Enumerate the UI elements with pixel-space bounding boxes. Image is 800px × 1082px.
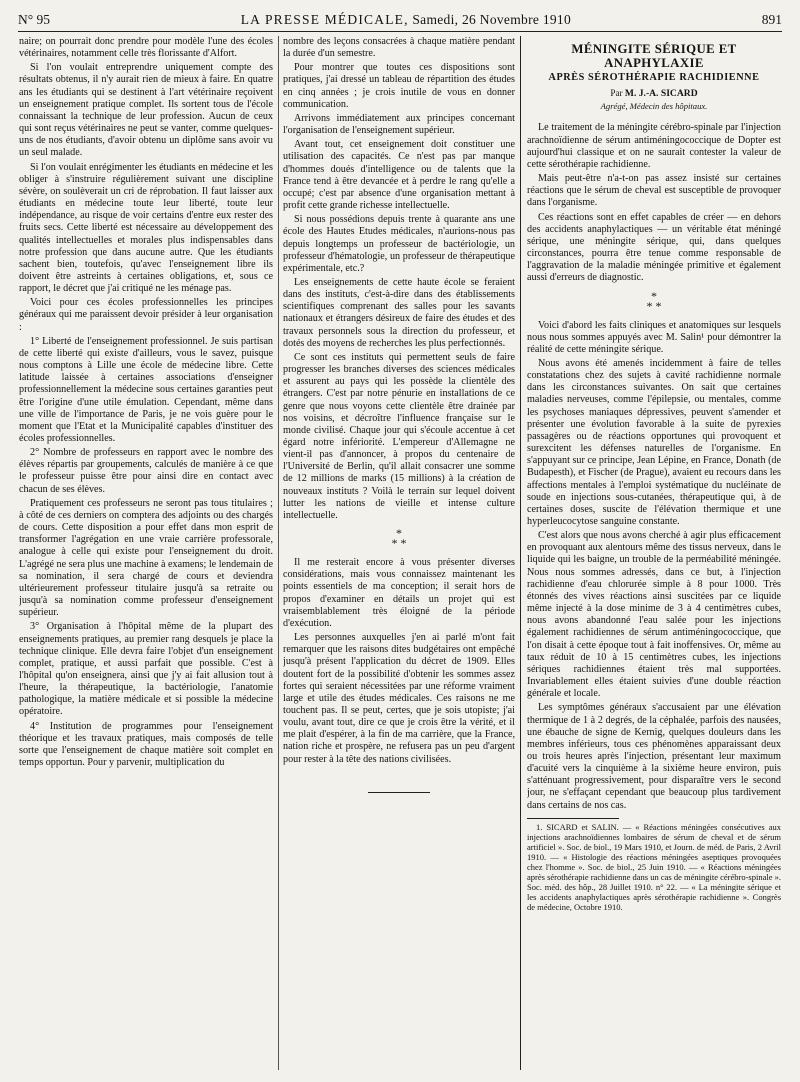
paragraph: Si l'on voulait entreprendre uniquement compte des résultats obtenus, il n'y aurait rien de mieux à faire. En quatre ans les étudiants qui se destinent à l'art vétérinaire reçoivent un enseignement pratique complet. Ils sortent tous de l'école connaissant la technique de leur profession. Aucun de ceux qui sont reçus vétérinaires ne peut se vanter, comme quelques-uns de nos étudiants, d'avoir obtenu un diplôme sans avoir vu un seul malade. xyxy=(19,62,273,159)
paragraph: Avant tout, cet enseignement doit constituer une utilisation des capacités. Ce n'est pas par manque d'hommes doués d'intelligence ou de talents que la France tend à être devancée et à perdre le rang qu'elle a occupé; c'est par absence d'une organisation mettant à profit cette grande richesse intellectuelle. xyxy=(283,139,515,212)
column-right xyxy=(527,36,781,1074)
paragraph: naire; on pourrait donc prendre pour modèle l'une des écoles vétérinaires, notamment celle très florissante d'Alfort. xyxy=(19,36,273,60)
issue-number: N° 95 xyxy=(18,12,51,27)
footnote-rule xyxy=(527,818,619,819)
asterism-ornament: * * * xyxy=(646,288,662,313)
paragraph: Mais peut-être n'a-t-on pas assez insisté sur certaines réactions que le sérum de cheval est susceptible de provoquer dans l'organisme. xyxy=(527,173,781,209)
article-title: MÉNINGITE SÉRIQUE ET ANAPHYLAXIE xyxy=(571,42,737,70)
paragraph: Les symptômes généraux s'accusaient par une élévation thermique de 1 à 2 degrés, de la céphalée, parfois des nausées, une ébauche de signe de Kernig, quelques douleurs dans les membres inférieurs, tous ces phénomènes apparaissant deux ou trois heures après l'injection, présentant leur maximum d'acuité vers la cinquième à la sixième heure environ, puis s'atténuant progressivement, pour disparaître vers le second jour, ne s'effaçant cependant que beaucoup plus tardivement dans certains de nos cas. xyxy=(527,702,781,811)
paragraph: Pratiquement ces professeurs ne seront pas tous titulaires ; à côté de ces derniers on comptera des adjoints ou des chargés de cours. Cette disposition a pour effet dans mon esprit de transformer l'agrégation en une vraie carrière professorale, analogue à celle qui existe pour l'enseignement du droit. L'agrégé ne sera plus une machine à examens; le lendemain de sa nomination, il sera chargé de cours et deviendra ultérieurement professeur titulaire jusqu'à sa retraite ou jusqu'à sa nomination comme professeur d'enseignement supérieur. xyxy=(19,497,273,619)
paragraph: Ce sont ces instituts qui permettent seuls de faire progresser les branches diverses des sciences médicales et assurent au pays qui les possède la clientèle des étrangers. C'est par notre pénurie en installations de ce genre que nous voyons cette clientèle être drainée par nos voisins, et décroître l'influence française sur le monde civilisé. Chaque jour qui s'écoule accentue à cet égard notre infériorité. L'empereur d'Allemagne ne vient-il pas d'annoncer, à propos du centenaire de l'Université de Berlin, qu'il allait consacrer une somme de 12 millions de marks (15 millions) à la création de nouveaux instituts ? Voilà le terrain sur lequel doivent lutter les nations de vieille et intense culture intellectuelle. xyxy=(283,351,515,521)
paragraph: 1° Liberté de l'enseignement professionnel. Je suis partisan de cette liberté qui existe d'ailleurs, vous le savez, puisque nous comptons à Lille une école de médecine libre. Cette latitude laissée à certaines associations d'enseigner professionnellement la médecine sous certaines garanties peut être l'origine d'une utile émulation. Cependant, même dans une ville de l'importance de Paris, je ne vois guère pour le moment que l'Etat et la Municipalité capables d'instituer des écoles professionnelles. xyxy=(19,335,273,444)
column-middle xyxy=(283,36,515,1074)
paragraph: Nous avons été amenés incidemment à faire de telles constatations chez des sujets à cavité rachidienne normale dans les circonstances suivantes. On sait que certaines maladies nerveuses, comme l'épilepsie, ou mentales, comme les psychoses maniaques dépressives, peuvent s'amender et présenter une évolution favorable à la suite de pyrexies passagères ou de réactions opportunes qui provoquent et surexcitent les défenses naturelles de l'organisme. En s'appuyant sur ce principe, Jean Lépine, en France, Donath (de Budapesth), et Fischer (de Prague), avaient eu recours dans les affections mentales à l'emploi systématique du nucléinate de soude en injections sous-cutanées, thérapeutique qui, à de certaines doses, suscite de l'élévation thermique et une hyperleucocytose sanguine constante. xyxy=(527,357,781,527)
paragraph: Si l'on voulait enrégimenter les étudiants en médecine et les obliger à s'instruire régulièrement suivant une discipline sévère, on soulèverait un cri de réprobation. Il faut laisser aux étudiants en médecine toute leur liberté, toute leur indépendance, au risque de voir certains d'entre eux rester des fruits secs. Cette liberté est nécessaire au développement des qualités intellectuelles et morales plus indispensables dans notre profession que dans aucune autre. Que les étudiants sachent bien, toutefois, qu'avec l'enseignement libre ils doivent être astreints à certaines obligations, et, sous ce rapport, le décret que j'ai critiqué ne les ménage pas. xyxy=(19,161,273,295)
author-name: M. J.-A. SICARD xyxy=(624,88,698,100)
page-number: 891 xyxy=(761,12,782,27)
paragraph: 4° Institution de programmes pour l'enseignement théorique et les travaux pratiques, mais composés de telle sorte que l'enseignement de chaque matière soit complet en temps opportun. Pour y parvenir, multiplication du xyxy=(19,720,273,769)
paragraph: Arrivons immédiatement aux principes concernant l'organisation de l'enseignement supérieur. xyxy=(283,112,515,137)
column-divider xyxy=(520,36,521,1070)
article-author xyxy=(527,87,781,100)
paragraph: 3° Organisation à l'hôpital même de la plupart des enseignements pratiques, au premier rang desquels je place la technique clinique. Elle devra faire l'objet d'un enseignement complet, pratique, et aussi parfait que possible. C'est à l'hôpital qu'on enseignera, ainsi que j'y ai fait allusion tout à l'heure, la thérapeutique, la bactériologie, l'anatomie pathologique, la matière médicale et si possible la médecine opératoire. xyxy=(19,621,273,718)
paragraph: Voici d'abord les faits cliniques et anatomiques sur lesquels nous nous sommes appuyés avec M. Salin¹ pour démontrer la réalité de cette méningite sérique. xyxy=(527,319,781,355)
paragraph: Ces réactions sont en effet capables de créer — en dehors des accidents anaphylactiques — un véritable état méningé sérique, une méningite sérique, qui, dans quelques circonstances, pourra être tenue comme responsable de l'aggravation de la maladie méningée primitive et également aussi d'erreurs de diagnostic. xyxy=(527,211,781,284)
journal-name: LA PRESSE MÉDICALE, xyxy=(240,12,409,27)
paragraph: Si nous possédions depuis trente à quarante ans une école des Hautes Etudes médicales, n'aurions-nous pas depuis longtemps un professeur de bactériologie, un professeur d'hématologie, un professeur de thérapeutique expérimentale, etc.? xyxy=(283,214,515,274)
issue-date: Samedi, 26 Novembre 1910 xyxy=(412,12,572,27)
paragraph: nombre des leçons consacrées à chaque matière pendant la durée d'un semestre. xyxy=(283,36,515,60)
column-left xyxy=(19,36,273,1074)
paragraph: Les personnes auxquelles j'en ai parlé m'ont fait remarquer que les raisons dites budgétaires ont empêché jusqu'à présent l'application du décret de 1909. Elles doutent fort de la possibilité d'obtenir les sommes assez fortes qui seraient nécessitées par une réforme vraiment large et utile des études médicales. Ces raisons ne me touchent pas. Il se peut, certes, que je sois utopiste; j'ai voulu, avant tout, dire ce que je crois être la vérité, et il me plait d'espérer, à la fin de ma carrière, que la France, nation riche et prospère, ne refusera pas un peu d'argent pour rester à la tête des nations civilisées. xyxy=(283,632,515,765)
paragraph: Pour montrer que toutes ces dispositions sont pratiques, j'ai dressé un tableau de répartition des études en cinq années ; je crois inutile de vous en donner communication. xyxy=(283,62,515,110)
column-divider xyxy=(278,36,279,1070)
running-title xyxy=(50,12,762,28)
author-prefix: Par xyxy=(610,88,623,99)
paragraph: Les enseignements de cette haute école se feraient dans des instituts, c'est-à-dire dans des établissements scientifiques comprenant des salles pour les savants nationaux et étrangers désireux de faire des études et des travaux personnels sous la direction du professeur, et dotés des moyens de recherches les plus perfectionnés. xyxy=(283,276,515,349)
asterism-ornament: * * * xyxy=(391,526,407,551)
paragraph: C'est alors que nous avons cherché à agir plus efficacement en provoquant aux alentours même des tissus nerveux, dans le liquide qui les baigne, un trouble de la perméabilité méningée. Nous nous sommes adressés, dans ce but, à l'injection rachidienne d'eau chlorurée simple à 8 pour 1000. Très étonnés des vives réactions ainsi suscitées par ce liquide même injecté à la dose minime de 3 à 4 centimètres cubes, nous avons abandonné l'eau salée pour les injections également rachidiennes de sérum antiméningococcique, que l'on disait à cette époque tout à fait inoffensives. Or, même au taux réduit de 10 à 15 centimètres cubes, les injections sériques rachidiennes étaient très mal supportées. Invariablement elles étaient suivies d'une double réaction générale et locale. xyxy=(527,530,781,700)
author-role: Agrégé, Médecin des hôpitaux. xyxy=(600,101,708,112)
footnote: 1. SICARD et SALIN. — « Réactions méningées consécutives aux injections arachnoïdiennes lombaires de sérum de cheval et de sérum artificiel ». Soc. de biol., 19 Mars 1910, et Journ. de méd. de Paris, 2 Avril 1910. — « Histologie des réactions méningées aseptiques provoquées chez l'homme ». Soc. de biol., 25 Juin 1910. — « Réactions méningées après sérothérapie rachidienne dans un cas de méningite cérébro-spinale ». Soc. méd. des hôp., 28 Juillet 1910. n° 22. — « La méningite sérique et les accidents anaphylactiques après sérothérapie rachidienne ». Congrès de médecine, Octobre 1910. xyxy=(527,821,781,912)
end-rule xyxy=(368,792,430,793)
paragraph: Il me resterait encore à vous présenter diverses considérations, mais vous connaissez maintenant les points essentiels de ma conception; il serait hors de propos d'examiner en détails un projet qui est vraisemblablement très éloigné de la période d'exécution. xyxy=(283,557,515,629)
paragraph: 2° Nombre de professeurs en rapport avec le nombre des élèves répartis par groupements, calculés de manière à ce que le professeur puisse être pour ainsi dire en contact avec chacun de ses élèves. xyxy=(19,447,273,495)
article-subtitle: APRÈS SÉROTHÉRAPIE RACHIDIENNE xyxy=(548,72,760,83)
paragraph: Voici pour ces écoles professionnelles les principes généraux qui me paraissent devoir présider à leur organisation : xyxy=(19,297,273,333)
page-header xyxy=(18,6,782,32)
paragraph: Le traitement de la méningite cérébro-spinale par l'injection arachnoïdienne de sérum antiméningococcique de Dopter est aujourd'hui classique et on ne saurait contester la valeur de cette sérothérapie rachidienne. xyxy=(527,122,781,170)
